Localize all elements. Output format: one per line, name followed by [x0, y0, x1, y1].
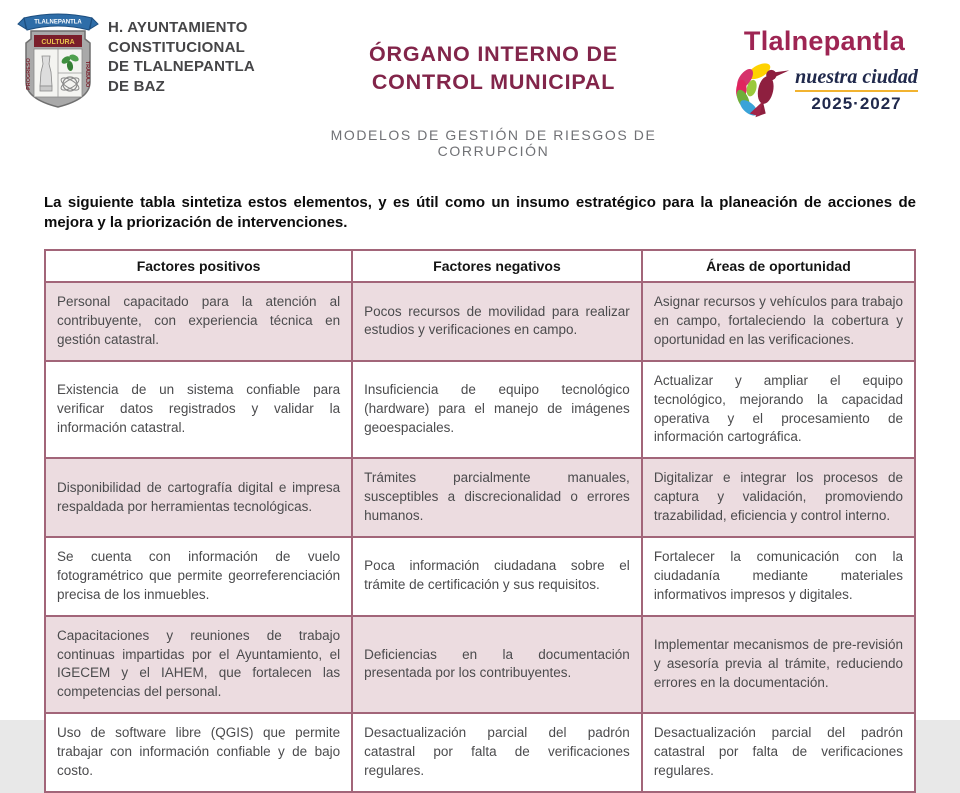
table-cell: Existencia de un sistema confiable para verificar datos registrados y validar la información catastral.: [45, 361, 352, 459]
page-title: [280, 40, 707, 97]
institution-name-line: DE TLALNEPANTLA: [108, 58, 255, 75]
crest-banner-label: TLALNEPANTLA: [34, 19, 82, 26]
title-block: [280, 10, 707, 159]
table-body: [45, 282, 915, 792]
municipal-crest-icon: [18, 10, 98, 110]
column-header: Áreas de oportunidad: [642, 250, 915, 282]
institution-name: [108, 10, 255, 110]
hummingbird-icon: [731, 59, 791, 121]
city-brand-lower: [707, 59, 942, 121]
table-cell: Desactualización parcial del padrón catastral por falta de verificaciones regulares.: [352, 713, 642, 792]
table-header-row: [45, 250, 915, 282]
page-subtitle: MODELOS DE GESTIÓN DE RIESGOS DE CORRUPCIÓN: [330, 126, 657, 159]
table-row: [45, 713, 915, 792]
institution-name-line: DE BAZ: [108, 77, 166, 95]
table-cell: Capacitaciones y reuniones de trabajo continuas impartidas por el Ayuntamiento, el IGECEM y el IAHEM, que fortalecen las competencias del personal.: [45, 616, 352, 714]
table-cell: Implementar mecanismos de pre-revisión y asesoría previa al trámite, reduciendo errores en la documentación.: [642, 616, 915, 714]
table-cell: Poca información ciudadana sobre el trámite de certificación y sus requisitos.: [352, 537, 642, 616]
table-row: [45, 361, 915, 459]
crest-motto-right: TRABAJO: [84, 60, 90, 88]
column-header: Factores negativos: [352, 250, 642, 282]
risk-factors-table: [44, 249, 916, 793]
table-cell: Uso de software libre (QGIS) que permite trabajar con información confiable y de bajo costo.: [45, 713, 352, 792]
table-cell: Pocos recursos de movilidad para realizar estudios y verificaciones en campo.: [352, 282, 642, 361]
table-cell: Trámites parcialmente manuales, susceptibles a discrecionalidad o errores humanos.: [352, 458, 642, 537]
crest-motto-top: CULTURA: [41, 39, 75, 46]
table-cell: Fortalecer la comunicación con la ciudadanía mediante materiales informativos impresos y digitales.: [642, 537, 915, 616]
intro-paragraph: La siguiente tabla sintetiza estos elementos, y es útil como un insumo estratégico para la planeación de acciones de mejora y la priorización de intervenciones.: [44, 193, 916, 232]
table-cell: Personal capacitado para la atención al contribuyente, con experiencia técnica en gestión catastral.: [45, 282, 352, 361]
page-header: [0, 0, 960, 159]
city-brand-period: 2025·2027: [811, 94, 902, 113]
table-row: [45, 458, 915, 537]
city-brand-tagline-block: [795, 66, 918, 114]
table-row: [45, 616, 915, 714]
table-cell: Asignar recursos y vehículos para trabajo en campo, fortaleciendo la cobertura y oportunidad en las verificaciones.: [642, 282, 915, 361]
table-cell: Actualizar y ampliar el equipo tecnológico, mejorando la capacidad operativa y el procesamiento de información cartográfica.: [642, 361, 915, 459]
city-brand-tagline: nuestra ciudad: [795, 66, 918, 92]
table-cell: Digitalizar e integrar los procesos de captura y validación, promoviendo trazabilidad, eficiencia y control interno.: [642, 458, 915, 537]
table-cell: Insuficiencia de equipo tecnológico (hardware) para el manejo de imágenes geoespaciales.: [352, 361, 642, 459]
city-brand-name: Tlalnepantla: [743, 26, 906, 56]
table-cell: Desactualización parcial del padrón catastral por falta de verificaciones regulares.: [642, 713, 915, 792]
institution-block: [18, 10, 280, 110]
table-row: [45, 282, 915, 361]
city-brand-block: [707, 10, 942, 121]
institution-name-line: CONSTITUCIONAL: [108, 38, 245, 56]
page-title-line1: ÓRGANO INTERNO DE: [369, 42, 618, 66]
table-cell: Deficiencias en la documentación presentada por los contribuyentes.: [352, 616, 642, 714]
table-cell: Disponibilidad de cartografía digital e impresa respaldada por herramientas tecnológicas.: [45, 458, 352, 537]
institution-name-line: H. AYUNTAMIENTO: [108, 19, 248, 36]
column-header: Factores positivos: [45, 250, 352, 282]
crest-motto-left: PROGRESO: [26, 58, 32, 90]
table-row: [45, 537, 915, 616]
table-cell: Se cuenta con información de vuelo fotogramétrico que permite georreferenciación precisa de los inmuebles.: [45, 537, 352, 616]
page-title-line2: CONTROL MUNICIPAL: [371, 70, 616, 95]
